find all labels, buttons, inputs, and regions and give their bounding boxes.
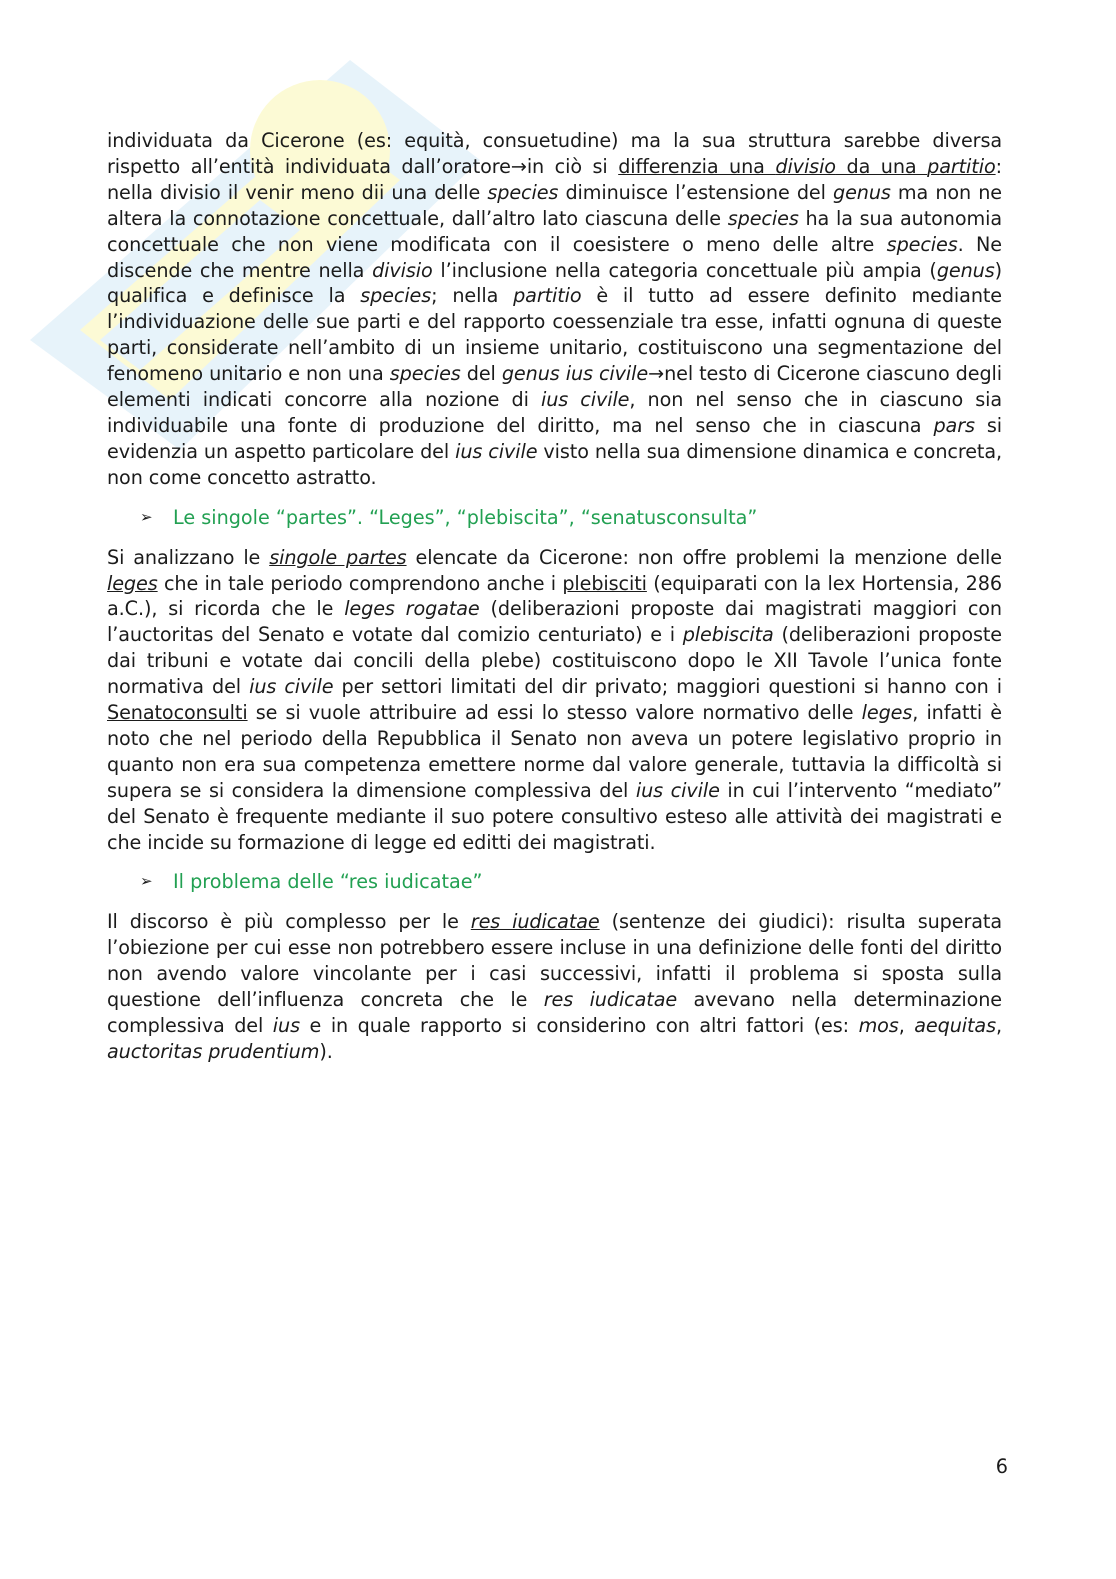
italic-text: divisio — [372, 258, 433, 282]
text-run: si evidenzia un aspetto particolare del — [107, 413, 1002, 463]
italic-text: plebiscita — [682, 623, 774, 647]
text-run: individuata da Cicerone (es: equità, consuetudine) ma la sua struttura sarebbe diversa rispetto all’entità individuata dall’oratore — [107, 129, 1002, 178]
italic-text: ius civile — [540, 388, 630, 412]
italic-text: singole partes — [269, 545, 407, 569]
italic-text: partitio — [927, 154, 996, 178]
paragraph-res-iudicatae — [107, 909, 1002, 1064]
italic-text: partitio — [513, 284, 582, 308]
section-heading-res-iudicatae — [107, 869, 1002, 895]
text-run: se si vuole attribuire ad essi lo stesso valore normativo delle — [247, 701, 862, 725]
text-run: (equiparati con la lex Hortensia, 286 a.C.), si ricorda che le — [107, 571, 1003, 621]
text-run: , non nel senso che in ciascuno sia individuabile una fonte di produzione del diritto, ma nel senso che in ciascuna — [107, 388, 1002, 437]
italic-text: genus ius civile — [501, 362, 649, 386]
arrow-bullet-icon: ➢ — [140, 872, 153, 891]
text-run: visto nella sua dimensione dinamica e concreta, non come concetto astratto. — [107, 439, 1002, 489]
italic-text: mos — [858, 1014, 899, 1037]
text-run: differenzia una — [618, 154, 776, 178]
italic-text: leges — [861, 701, 913, 725]
text-run: Si analizzano le — [107, 545, 270, 569]
text-run: nel testo di Cicerone ciascuno degli elementi indicati concorre alla nozione di — [107, 362, 1003, 412]
heading-text: Le singole “partes”. “Leges”, “plebiscita”, “senatusconsulta” — [173, 505, 758, 529]
text-run: è il tutto ad essere definito mediante l’individuazione delle sue parti e del rapporto coessenziale tra esse, infatti ognuna di queste parti, considerate nell’ambito di un insieme unitario, costituiscono una segmentazione del fenomeno unitario e non una — [107, 284, 1003, 386]
text-run: , infatti è noto che nel periodo della Repubblica il Senato non aveva un potere legislativo proprio in quanto non era sua competenza emettere norme dal valore generale, tuttavia la difficoltà si supera se si considera la dimensione complessiva del — [107, 701, 1002, 802]
italic-text: genus — [832, 180, 891, 204]
underlined-text: plebisciti — [562, 571, 647, 595]
text-run: (deliberazioni proposte dai magistrati maggiori con l’auctoritas del Senato e votate dal comizio centuriato) e i — [107, 597, 1002, 647]
text-run: elencate da Cicerone: non offre problemi la menzione delle — [406, 545, 1002, 569]
text-run: Il discorso è più complesso per le — [107, 910, 471, 934]
text-run: l’inclusione nella categoria concettuale più ampia ( — [432, 258, 937, 282]
italic-text: res iudicatae — [470, 910, 600, 934]
section-heading-partes — [107, 505, 1002, 531]
text-run: ; nella — [431, 284, 514, 308]
italic-text: res iudicatae — [543, 988, 678, 1012]
text-run: ). — [319, 1039, 333, 1063]
paragraph-divisio-partitio — [107, 128, 1002, 491]
text-run: in ciò si — [526, 154, 619, 178]
text-run: diminuisce l’estensione del — [558, 180, 833, 204]
underlined-text — [269, 546, 406, 569]
italic-text: auctoritas prudentium — [107, 1039, 320, 1063]
italic-text: species — [360, 284, 432, 308]
text-run: che in tale periodo comprendono anche i — [157, 571, 563, 595]
heading-text: Il problema delle “res iudicatae” — [173, 870, 483, 894]
text-run: : nella divisio il venir meno dii una delle — [107, 154, 1002, 204]
italic-text: leges rogatae — [344, 597, 480, 621]
text-run: (deliberazioni proposte dai tribuni e votate dai concili della plebe) costituiscono dopo le XII Tavole l’unica fonte normativa del — [107, 623, 1003, 699]
arrow-right-icon: → — [648, 362, 665, 386]
text-run: ) qualifica e definisce la — [107, 258, 1003, 308]
text-run: . Ne discende che mentre nella — [107, 232, 1002, 282]
italic-text: species — [487, 180, 559, 204]
arrow-right-icon: → — [510, 154, 527, 178]
underlined-text — [618, 155, 995, 178]
text-run: ma non ne altera la connotazione concettuale, dall’altro lato ciascuna delle — [107, 180, 1002, 230]
italic-text: ius civile — [455, 439, 538, 463]
text-run: del — [460, 362, 502, 386]
italic-text: ius — [272, 1014, 300, 1037]
italic-text: species — [389, 362, 461, 386]
italic-text: ius civile — [635, 778, 720, 802]
italic-text: ius civile — [249, 675, 334, 699]
italic-text: aequitas — [914, 1014, 996, 1037]
text-run: e in quale rapporto si considerino con altri fattori (es: — [299, 1014, 859, 1037]
text-run: in cui l’intervento “mediato” del Senato è frequente mediante il suo potere consultivo esteso alle attività dei magistrati e che incide su formazione di legge ed editti dei magistrati. — [107, 778, 1003, 854]
underlined-text: Senatoconsulti — [107, 701, 248, 725]
text-run: da una — [835, 154, 928, 178]
arrow-bullet-icon: ➢ — [140, 507, 153, 526]
text-run: (sentenze dei giudici): risulta superata l’obiezione per cui esse non potrebbero essere incluse in una definizione delle fonti del diritto non avendo valore vincolante per i casi successivi, infatti il problema si sposta sulla questione dell’influenza concreta che le — [107, 910, 1002, 1012]
underlined-text — [471, 910, 600, 933]
italic-text: divisio — [775, 154, 836, 178]
text-run: per settori limitati del dir privato; maggiori questioni si hanno con i — [333, 675, 1003, 699]
text-run: ha la sua autonomia concettuale che non viene modificata con il coesistere o meno delle altre — [107, 206, 1002, 256]
italic-text: genus — [936, 258, 995, 282]
underlined-text — [107, 572, 158, 595]
page-number: 6 — [995, 1455, 1008, 1478]
document-body — [107, 128, 1002, 1065]
italic-text: species — [886, 232, 958, 256]
italic-text: leges — [107, 571, 158, 595]
text-run: , — [898, 1014, 915, 1037]
text-run: , — [995, 1014, 1002, 1037]
paragraph-leges-plebiscita — [107, 545, 1002, 856]
italic-text: pars — [933, 413, 975, 437]
italic-text: species — [727, 206, 799, 230]
text-run: avevano nella determinazione complessiva del — [107, 988, 1003, 1037]
